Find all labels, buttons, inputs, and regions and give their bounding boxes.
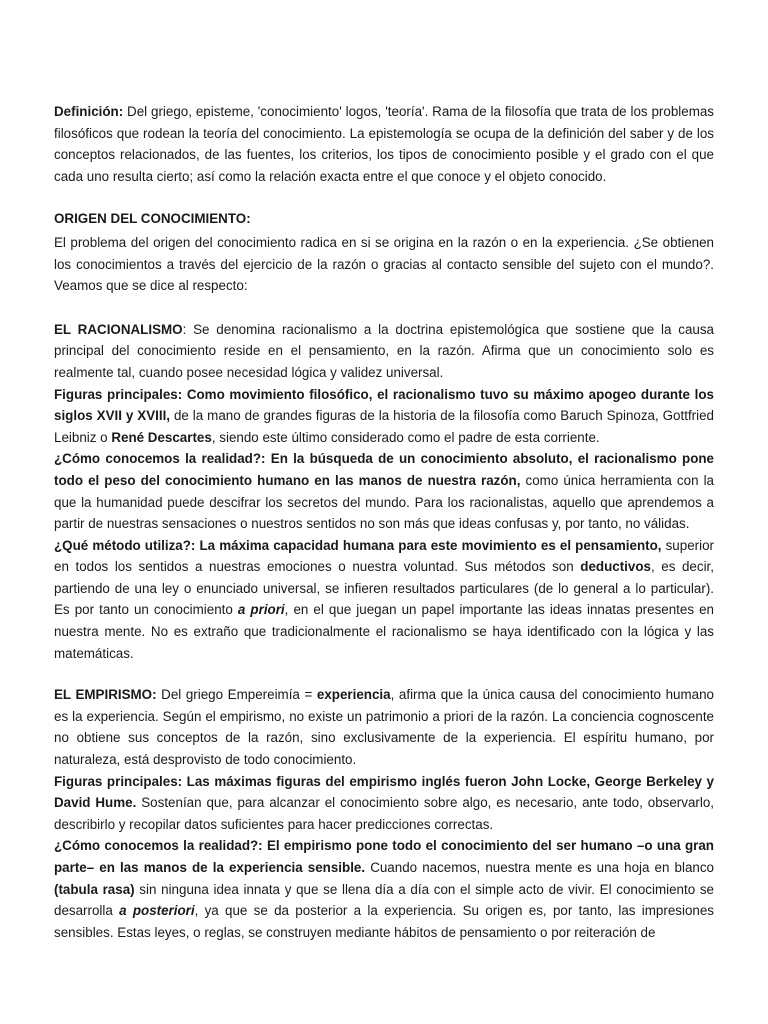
- empiricism-label: EL EMPIRISMO:: [54, 687, 157, 703]
- definition-text: Del griego, episteme, 'conocimiento' logos, 'teoría'. Rama de la filosofía que trata de los problemas filosóficos que rodean la teoría del conocimiento. La epistemología se ocupa de la definición del saber y de los conceptos relacionados, de las fuentes, los criterios, los tipos de conocimiento posible y el grado con el que cada uno resulta cierto; así como la relación exacta entre el que conoce y el objeto conocido.: [54, 104, 714, 184]
- origin-heading: ORIGEN DEL CONOCIMIENTO:: [54, 211, 251, 227]
- empiricism-figures: Figuras principales: Las máximas figuras del empirismo inglés fueron John Locke, George Berkeley y David Hume. Sostenían que, para alcanzar el conocimiento sobre algo, es necesario, ante todo, observarlo, describirlo y recopilar datos suficientes para hacer predicciones correctas.: [54, 773, 715, 832]
- empiricism-reality: ¿Cómo conocemos la realidad?: El empirismo pone todo el conocimiento del ser humano –o una gran parte– en las manos de la experiencia sensible. Cuando nacemos, nuestra mente es una hoja en blanco (tabula rasa) sin ninguna idea innata y que se llena día a día con el simple acto de vivir. El conocimiento se desarrolla a posteriori, ya que se da posterior a la experiencia. Su origen es, por tanto, las impresiones sensibles. Estas leyes, o reglas, se construyen mediante hábitos de pensamiento o por reiteración de: [54, 838, 714, 940]
- rationalism-method: ¿Qué método utiliza?: La máxima capacidad humana para este movimiento es el pensamiento, superior en todos los sentidos a nuestras emociones o nuestra voluntad. Sus métodos son deductivos, es decir, partiendo de una ley o enunciado universal, se infieren resultados particulares (de lo general a lo particular). Es por tanto un conocimiento a priori, en el que juegan un papel importante las ideas innatas presentes en nuestra mente. No es extraño que tradicionalmente el racionalismo se haya identificado con la lógica y las matemáticas.: [54, 537, 715, 661]
- definition-label: Definición:: [54, 104, 124, 119]
- rationalism-intro: EL RACIONALISMO: Se denomina racionalismo a la doctrina epistemológica que sostiene que la causa principal del conocimiento reside en el pensamiento, en la razón. Afirma que un conocimiento solo es realmente tal, cuando posee necesidad lógica y validez universal.: [54, 321, 714, 380]
- origin-paragraph: El problema del origen del conocimiento radica en si se origina en la razón o en la experiencia. ¿Se obtienen los conocimientos a través del ejercicio de la razón o gracias al contacto sensible del sujeto con el mundo?. Veamos que se dice al respecto:: [54, 234, 714, 294]
- rationalism-reality: ¿Cómo conocemos la realidad?: En la búsqueda de un conocimiento absoluto, el racionalismo pone todo el peso del conocimiento humano en las manos de nuestra razón, como única herramienta con la que la humanidad puede descifrar los secretos del mundo. Para los racionalistas, aquello que aprendemos a partir de nuestras sensaciones o nuestros sentidos no son más que ideas confusas y, por tanto, no válidas.: [54, 451, 715, 532]
- rationalism-figures: Figuras principales: Como movimiento filosófico, el racionalismo tuvo su máximo apogeo durante los siglos XVII y XVIII, de la mano de grandes figuras de la historia de la filosofía como Baruch Spinoza, Gottfried Leibniz o René Descartes, siendo este último considerado como el padre de esta corriente.: [54, 386, 714, 445]
- rationalism-label: EL RACIONALISMO: [54, 321, 183, 337]
- definition-paragraph: [54, 101, 714, 187]
- empiricism-intro: EL EMPIRISMO: Del griego Empereimía = experiencia, afirma que la única causa del conocimiento humano es la experiencia. Según el empirismo, no existe un patrimonio a priori de la razón. La conciencia cognoscente no obtiene sus conceptos de la razón, sino exclusivamente de la experiencia. El espíritu humano, por naturaleza, está desprovisto de todo conocimiento.: [54, 687, 714, 768]
- document-page: [54, 101, 714, 943]
